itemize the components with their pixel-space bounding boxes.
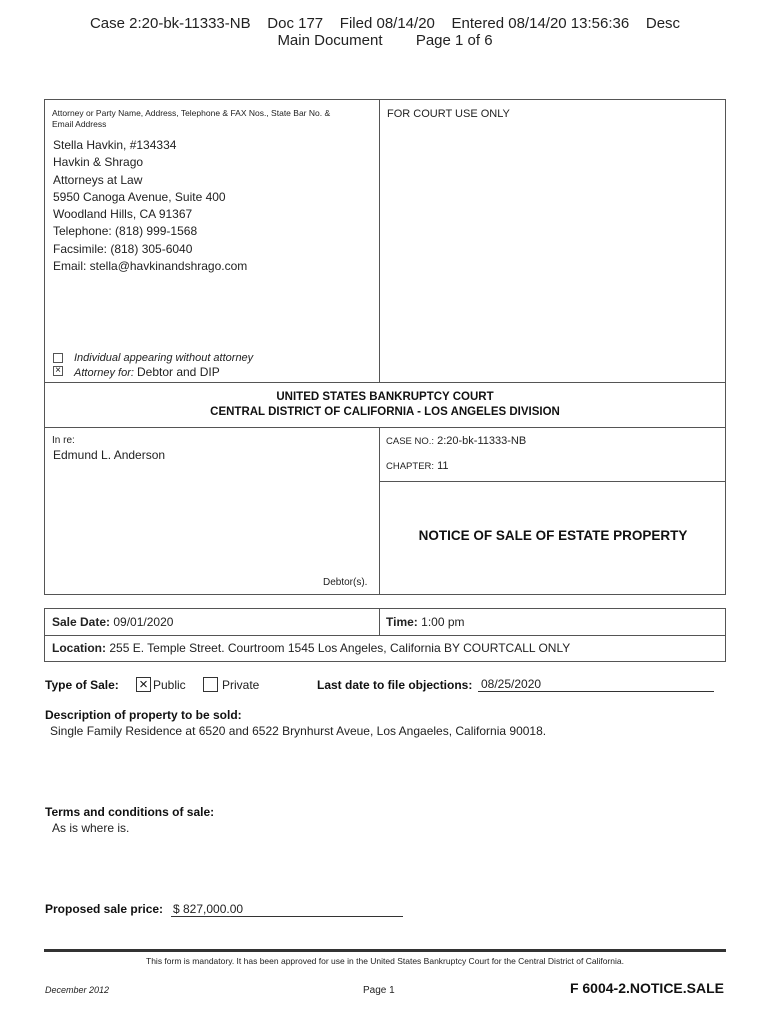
in-re-label: In re: — [52, 435, 75, 446]
individual-label: Individual appearing without attorney — [74, 352, 254, 364]
debtor-name: Edmund L. Anderson — [53, 448, 166, 462]
footer-date: December 2012 — [45, 985, 110, 995]
attorney-line: Attorneys at Law — [53, 172, 143, 187]
sale-date-value: 09/01/2020 — [113, 615, 174, 629]
chapter-label: CHAPTER: — [386, 461, 435, 472]
attorney-for-checkbox[interactable]: × — [53, 366, 63, 376]
sale-time-divider — [379, 608, 380, 635]
sale-time — [386, 615, 465, 629]
objections-label: Last date to file objections: — [317, 678, 473, 692]
form-id: F 6004-2.NOTICE.SALE — [569, 980, 724, 996]
chapter-divider — [379, 481, 726, 482]
attorney-line: Facsimile: (818) 305-6040 — [53, 241, 193, 256]
chapter-value: 11 — [437, 460, 449, 472]
price-value: $ 827,000.00 — [173, 902, 244, 916]
price-underline — [171, 916, 403, 917]
footer-rule — [44, 949, 726, 952]
court-use-label: FOR COURT USE ONLY — [387, 108, 510, 120]
sale-date — [52, 615, 173, 629]
description-value: Single Family Residence at 6520 and 6522 Brynhurst Aveue, Los Angaeles, California 90018. — [50, 724, 547, 738]
private-label: Private — [222, 678, 260, 692]
attorney-line: Email: stella@havkinandshrago.com — [53, 259, 248, 274]
objections-underline — [478, 691, 714, 692]
sale-time-label: Time: — [386, 615, 418, 629]
attorney-line: Havkin & Shrago — [53, 155, 144, 170]
footer-page: Page 1 — [363, 985, 395, 996]
terms-value: As is where is. — [52, 821, 130, 835]
attorney-for-value: Debtor and DIP — [136, 365, 220, 379]
attorney-for — [74, 365, 220, 379]
attorney-info — [53, 137, 373, 275]
price-label: Proposed sale price: — [45, 902, 164, 916]
case-vertical-divider — [379, 427, 380, 595]
sale-details-divider — [44, 635, 726, 636]
case-no-value: 2:20-bk-11333-NB — [437, 435, 527, 447]
chapter — [386, 460, 449, 472]
attorney-line: Telephone: (818) 999-1568 — [53, 224, 198, 239]
attorney-for-label: Attorney for: — [74, 367, 134, 379]
attorney-line: Woodland Hills, CA 91367 — [53, 207, 193, 222]
sale-date-label: Sale Date: — [52, 615, 111, 629]
sale-location-value: 255 E. Temple Street. Courtroom 1545 Los Angeles, California BY COURTCALL ONLY — [109, 641, 571, 655]
filing-header-line2: Main Document Page 1 of 6 — [277, 32, 493, 49]
sale-time-value: 1:00 pm — [421, 615, 465, 629]
sale-location — [52, 641, 570, 655]
court-divider-bottom — [44, 427, 726, 428]
terms-label: Terms and conditions of sale: — [45, 805, 215, 819]
notice-title: NOTICE OF SALE OF ESTATE PROPERTY — [418, 528, 688, 543]
type-of-sale-label: Type of Sale: — [45, 678, 119, 692]
case-no-label: CASE NO.: — [386, 436, 435, 447]
debtors-label: Debtor(s). — [323, 577, 368, 588]
attorney-line: Stella Havkin, #134334 — [53, 138, 177, 152]
sale-location-label: Location: — [52, 641, 106, 655]
objections-value: 08/25/2020 — [481, 677, 542, 691]
individual-checkbox[interactable] — [53, 353, 63, 363]
private-checkbox[interactable] — [203, 677, 218, 692]
attorney-line: 5950 Canoga Avenue, Suite 400 — [53, 189, 226, 204]
description-label: Description of property to be sold: — [45, 708, 242, 722]
public-label: Public — [153, 678, 186, 692]
caption-vertical-divider — [379, 99, 380, 382]
attorney-box-label: Attorney or Party Name, Address, Telephone & FAX Nos., State Bar No. & Email Address — [52, 108, 331, 129]
court-divider-top — [44, 382, 726, 383]
case-number — [386, 435, 526, 447]
filing-header-line1: Case 2:20-bk-11333-NB Doc 177 Filed 08/14/20 Entered 08/14/20 13:56:36 Desc — [89, 15, 681, 32]
public-checkbox[interactable]: × — [136, 677, 151, 692]
mandatory-notice: This form is mandatory. It has been approved for use in the United States Bankruptcy Court for the Central District of California. — [146, 956, 624, 966]
court-name: UNITED STATES BANKRUPTCY COURT CENTRAL DISTRICT OF CALIFORNIA - LOS ANGELES DIVISION — [210, 391, 560, 418]
